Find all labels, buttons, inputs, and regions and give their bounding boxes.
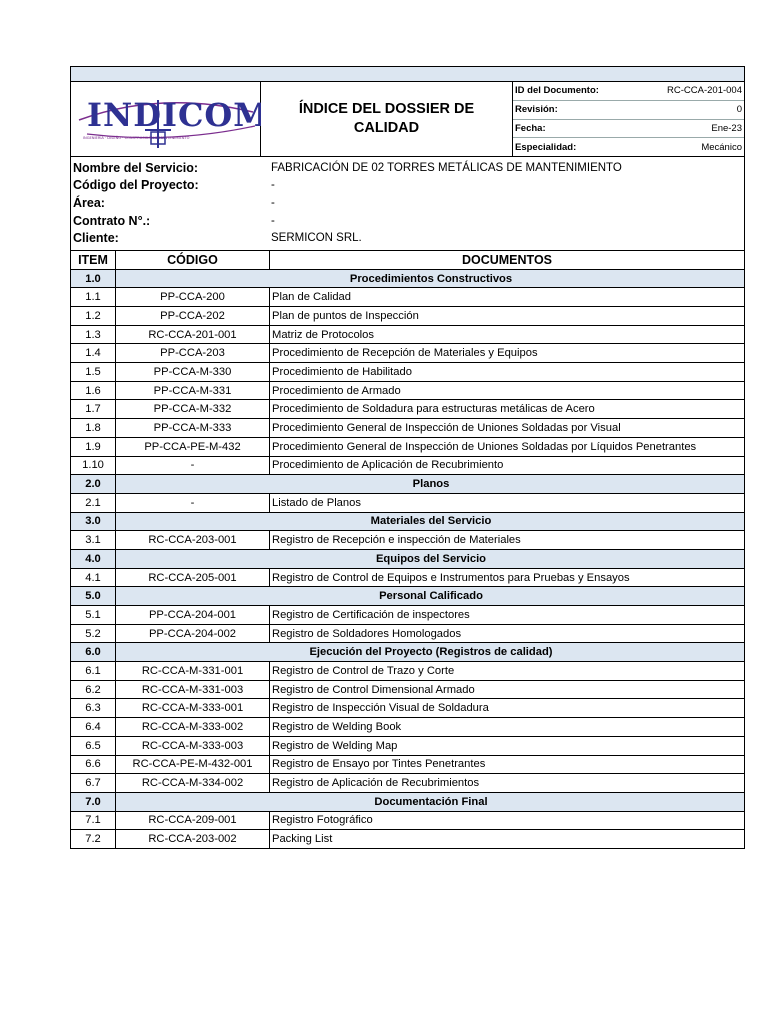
item-cell: 1.2 xyxy=(71,307,116,326)
info-value: - xyxy=(271,214,275,227)
document-cell: Registro de Welding Book xyxy=(270,718,745,737)
section-title-cell: Documentación Final xyxy=(116,792,745,811)
info-value: FABRICACIÓN DE 02 TORRES METÁLICAS DE MANTENIMIENTO xyxy=(271,161,622,174)
table-row xyxy=(71,419,744,438)
table-header-row xyxy=(71,251,744,269)
table-row xyxy=(71,325,744,344)
section-title-cell: Equipos del Servicio xyxy=(116,549,745,568)
item-cell: 2.0 xyxy=(71,475,116,494)
item-cell: 6.0 xyxy=(71,643,116,662)
table-row xyxy=(71,437,744,456)
dossier-sheet xyxy=(70,66,745,849)
table-row xyxy=(71,736,744,755)
meta-value: Ene-23 xyxy=(711,122,742,134)
item-cell: 1.6 xyxy=(71,381,116,400)
document-cell: Registro de Inspección Visual de Soldadura xyxy=(270,699,745,718)
table-row xyxy=(71,493,744,512)
document-cell: Plan de Calidad xyxy=(270,288,745,307)
item-cell: 1.4 xyxy=(71,344,116,363)
title-line-1: ÍNDICE DEL DOSSIER DE xyxy=(298,101,475,117)
top-band xyxy=(71,67,744,82)
item-cell: 1.0 xyxy=(71,269,116,288)
document-cell: Packing List xyxy=(270,830,745,848)
document-title xyxy=(261,82,513,156)
document-header xyxy=(71,82,744,157)
item-cell: 7.0 xyxy=(71,792,116,811)
section-row xyxy=(71,643,744,662)
item-cell: 6.4 xyxy=(71,718,116,737)
info-row xyxy=(71,229,744,247)
item-cell: 6.3 xyxy=(71,699,116,718)
table-row xyxy=(71,830,744,848)
code-cell: PP-CCA-200 xyxy=(116,288,270,307)
table-row xyxy=(71,662,744,681)
table-row xyxy=(71,568,744,587)
document-cell: Procedimiento de Habilitado xyxy=(270,363,745,382)
table-row xyxy=(71,606,744,625)
section-row xyxy=(71,512,744,531)
indicom-logo-icon xyxy=(71,82,261,156)
document-cell: Matriz de Protocolos xyxy=(270,325,745,344)
svg-text:INDICOM: INDICOM xyxy=(87,96,261,134)
item-cell: 7.2 xyxy=(71,830,116,848)
info-row xyxy=(71,177,744,195)
meta-label: Revisión: xyxy=(515,104,558,116)
code-cell: PP-CCA-203 xyxy=(116,344,270,363)
item-cell: 5.0 xyxy=(71,587,116,606)
table-row xyxy=(71,811,744,830)
title-line-2: CALIDAD xyxy=(353,120,420,136)
document-cell: Registro de Control Dimensional Armado xyxy=(270,680,745,699)
code-cell: RC-CCA-M-331-003 xyxy=(116,680,270,699)
code-cell: - xyxy=(116,456,270,475)
document-cell: Plan de puntos de Inspección xyxy=(270,307,745,326)
info-value: - xyxy=(271,179,275,192)
code-cell: RC-CCA-PE-M-432-001 xyxy=(116,755,270,774)
document-cell: Registro de Welding Map xyxy=(270,736,745,755)
info-row xyxy=(71,212,744,230)
item-cell: 1.9 xyxy=(71,437,116,456)
documents-table xyxy=(71,251,744,848)
code-cell: PP-CCA-204-001 xyxy=(116,606,270,625)
document-cell: Procedimiento de Armado xyxy=(270,381,745,400)
document-cell: Procedimiento de Soldadura para estructuras metálicas de Acero xyxy=(270,400,745,419)
info-label: Nombre del Servicio: xyxy=(73,160,199,175)
table-row xyxy=(71,381,744,400)
table-row xyxy=(71,307,744,326)
section-title-cell: Personal Calificado xyxy=(116,587,745,606)
code-cell: RC-CCA-M-333-002 xyxy=(116,718,270,737)
code-cell: PP-CCA-202 xyxy=(116,307,270,326)
document-cell: Procedimiento de Aplicación de Recubrimiento xyxy=(270,456,745,475)
meta-value: RC-CCA-201-004 xyxy=(667,85,742,97)
section-row xyxy=(71,792,744,811)
svg-text:INGENIERÍA · DISEÑO · CONSTRUC: INGENIERÍA · DISEÑO · CONSTRUCCIÓN & MANTENIMIENTO xyxy=(83,136,190,140)
table-row xyxy=(71,680,744,699)
item-cell: 6.6 xyxy=(71,755,116,774)
code-cell: RC-CCA-M-333-003 xyxy=(116,736,270,755)
item-cell: 4.0 xyxy=(71,549,116,568)
section-row xyxy=(71,587,744,606)
item-cell: 6.2 xyxy=(71,680,116,699)
document-cell: Registro de Soldadores Homologados xyxy=(270,624,745,643)
info-label: Cliente: xyxy=(73,231,119,246)
code-cell: PP-CCA-204-002 xyxy=(116,624,270,643)
document-cell: Procedimiento General de Inspección de Uniones Soldadas por Visual xyxy=(270,419,745,438)
document-cell: Procedimiento General de Inspección de Uniones Soldadas por Líquidos Penetrantes xyxy=(270,437,745,456)
table-row xyxy=(71,363,744,382)
meta-value: Mecánico xyxy=(701,141,742,153)
code-cell: PP-CCA-PE-M-432 xyxy=(116,437,270,456)
meta-row xyxy=(513,101,744,120)
code-cell: RC-CCA-203-002 xyxy=(116,830,270,848)
item-cell: 1.3 xyxy=(71,325,116,344)
meta-row xyxy=(513,120,744,139)
document-cell: Registro de Ensayo por Tintes Penetrantes xyxy=(270,755,745,774)
table-row xyxy=(71,400,744,419)
document-cell: Registro Fotográfico xyxy=(270,811,745,830)
header-item: ITEM xyxy=(71,251,116,269)
code-cell: RC-CCA-209-001 xyxy=(116,811,270,830)
meta-label: Especialidad: xyxy=(515,141,577,153)
table-row xyxy=(71,531,744,550)
table-row xyxy=(71,774,744,793)
info-label: Código del Proyecto: xyxy=(73,178,199,193)
document-cell: Registro de Control de Equipos e Instrumentos para Pruebas y Ensayos xyxy=(270,568,745,587)
code-cell: RC-CCA-203-001 xyxy=(116,531,270,550)
table-row xyxy=(71,699,744,718)
item-cell: 2.1 xyxy=(71,493,116,512)
code-cell: RC-CCA-M-331-001 xyxy=(116,662,270,681)
item-cell: 4.1 xyxy=(71,568,116,587)
code-cell: RC-CCA-205-001 xyxy=(116,568,270,587)
item-cell: 6.5 xyxy=(71,736,116,755)
item-cell: 1.7 xyxy=(71,400,116,419)
info-label: Área: xyxy=(73,195,105,210)
item-cell: 6.1 xyxy=(71,662,116,681)
info-label: Contrato N°.: xyxy=(73,213,151,228)
info-value: SERMICON SRL. xyxy=(271,232,362,245)
table-row xyxy=(71,456,744,475)
section-row xyxy=(71,475,744,494)
table-row xyxy=(71,624,744,643)
item-cell: 5.1 xyxy=(71,606,116,625)
item-cell: 3.1 xyxy=(71,531,116,550)
header-documents: DOCUMENTOS xyxy=(270,251,745,269)
item-cell: 1.8 xyxy=(71,419,116,438)
code-cell: RC-CCA-M-334-002 xyxy=(116,774,270,793)
document-cell: Registro de Aplicación de Recubrimientos xyxy=(270,774,745,793)
code-cell: RC-CCA-201-001 xyxy=(116,325,270,344)
code-cell: PP-CCA-M-333 xyxy=(116,419,270,438)
item-cell: 6.7 xyxy=(71,774,116,793)
section-title-cell: Ejecución del Proyecto (Registros de calidad) xyxy=(116,643,745,662)
info-row xyxy=(71,159,744,177)
code-cell: - xyxy=(116,493,270,512)
code-cell: RC-CCA-M-333-001 xyxy=(116,699,270,718)
table-row xyxy=(71,718,744,737)
item-cell: 5.2 xyxy=(71,624,116,643)
item-cell: 1.5 xyxy=(71,363,116,382)
section-title-cell: Procedimientos Constructivos xyxy=(116,269,745,288)
document-cell: Registro de Recepción e inspección de Materiales xyxy=(270,531,745,550)
meta-value: 0 xyxy=(736,104,742,116)
meta-row xyxy=(513,138,744,156)
item-cell: 1.1 xyxy=(71,288,116,307)
info-value: - xyxy=(271,196,275,209)
table-row xyxy=(71,344,744,363)
document-cell: Registro de Certificación de inspectores xyxy=(270,606,745,625)
company-logo xyxy=(71,82,261,156)
document-cell: Procedimiento de Recepción de Materiales y Equipos xyxy=(270,344,745,363)
section-row xyxy=(71,549,744,568)
item-cell: 7.1 xyxy=(71,811,116,830)
code-cell: PP-CCA-M-331 xyxy=(116,381,270,400)
table-row xyxy=(71,755,744,774)
service-info xyxy=(71,157,744,251)
item-cell: 1.10 xyxy=(71,456,116,475)
meta-row xyxy=(513,82,744,101)
info-row xyxy=(71,194,744,212)
meta-label: Fecha: xyxy=(515,122,546,134)
section-title-cell: Planos xyxy=(116,475,745,494)
meta-label: ID del Documento: xyxy=(515,85,599,97)
document-meta xyxy=(513,82,744,156)
document-cell: Registro de Control de Trazo y Corte xyxy=(270,662,745,681)
code-cell: PP-CCA-M-332 xyxy=(116,400,270,419)
header-code: CÓDIGO xyxy=(116,251,270,269)
table-row xyxy=(71,288,744,307)
section-title-cell: Materiales del Servicio xyxy=(116,512,745,531)
table-body xyxy=(71,269,744,848)
document-cell: Listado de Planos xyxy=(270,493,745,512)
section-row xyxy=(71,269,744,288)
item-cell: 3.0 xyxy=(71,512,116,531)
code-cell: PP-CCA-M-330 xyxy=(116,363,270,382)
